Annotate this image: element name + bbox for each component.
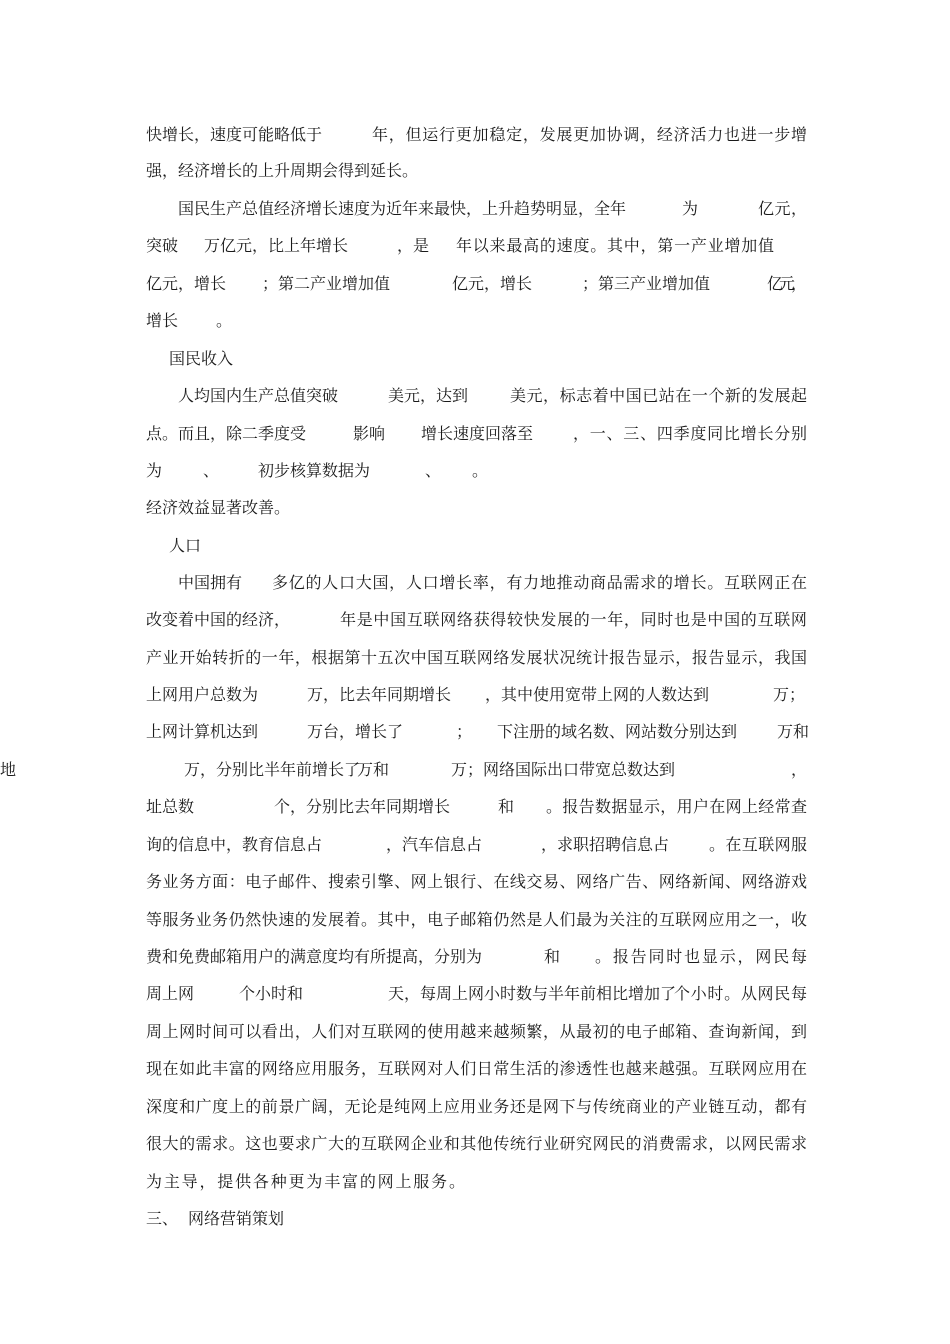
- text-line-3-segment-1: 国民生产总值经济增长速度为近年来最快，上升趋势明显，全年: [178, 199, 627, 218]
- text-line-5-segment-5: 亿元，: [767, 274, 803, 293]
- text-line-4-segment-1: 突破: [146, 236, 179, 255]
- text-line-22-segment-1: 等服务业务仍然快速的发展着。其中，电子邮箱仍然是人们最为关注的互联网应用之一，收: [146, 910, 808, 929]
- text-line-14-segment-1: 改变着中国的经济，: [146, 610, 291, 629]
- text-line-19-segment-2: 个，分别比去年同期增长: [274, 797, 451, 816]
- text-line-19-segment-4: 。报告数据显示，用户在网上经常查: [546, 797, 808, 816]
- text-line-26-segment-1: 现在如此丰富的网络应用服务，互联网对人们日常生活的渗透性也越来越强。互联网应用在: [146, 1059, 808, 1078]
- text-line-4-segment-2: 万亿元，比上年增长: [204, 236, 349, 255]
- text-line-24-segment-4: 个小时。从网民每: [674, 984, 808, 1003]
- text-line-1-segment-1: 快增长，速度可能略低于: [146, 125, 323, 144]
- text-line-24-segment-3: 天，每周上网小时数与半年前相比增加了: [388, 984, 677, 1003]
- text-line-8-segment-3: 美元，标志着中国已站在一个新的发展起: [510, 386, 808, 405]
- text-line-15-segment-1: 产业开始转折的一年，根据第十五次中国互联网络发展状况统计报告显示，报告显示，我国: [146, 648, 808, 667]
- text-line-5-segment-2: ；第二产业增加值: [262, 274, 391, 293]
- text-line-6-segment-1: 增长: [146, 311, 179, 330]
- text-line-21-segment-1: 务业务方面：电子邮件、搜索引擎、网上银行、在线交易、网络广告、网络新闻、网络游戏: [146, 872, 808, 891]
- text-line-18-segment-1: 万，分别比半年前增长了: [184, 760, 361, 779]
- text-line-16-segment-4: 万；: [773, 685, 806, 704]
- text-line-17-segment-3: ；: [456, 722, 473, 741]
- text-line-17-segment-1: 上网计算机达到: [146, 722, 259, 741]
- text-line-9-segment-4: ，一、三、四季度同比增长分别: [573, 424, 808, 443]
- text-line-30-segment-1: 三、: [146, 1209, 179, 1228]
- text-line-29-segment-1: 为主导，提供各种更为丰富的网上服务。: [146, 1172, 467, 1191]
- text-line-16-segment-3: ，其中使用宽带上网的人数达到: [485, 685, 710, 704]
- text-line-17-segment-5: 万和: [777, 722, 810, 741]
- text-line-20-segment-1: 询的信息中，教育信息占: [146, 835, 323, 854]
- text-line-8-segment-1: 人均国内生产总值突破: [178, 386, 339, 405]
- text-line-19-segment-1: 址总数: [146, 797, 195, 816]
- text-line-20-segment-4: 。在互联网服: [709, 835, 808, 854]
- text-line-23-segment-1: 费和免费邮箱用户的满意度均有所提高，分别为: [146, 947, 483, 966]
- text-line-18-segment-5: 地: [0, 760, 17, 779]
- text-line-18-segment-2: 万和: [357, 760, 390, 779]
- text-line-8-segment-2: 美元，达到: [388, 386, 469, 405]
- text-line-30-segment-2: 网络营销策划: [188, 1209, 285, 1228]
- text-line-17-segment-4: 下注册的域名数、网站数分别达到: [497, 722, 738, 741]
- text-line-3-segment-2: 为: [682, 199, 699, 218]
- text-line-9-segment-3: 增长速度回落至: [421, 424, 534, 443]
- text-line-6-segment-2: 。: [216, 311, 233, 330]
- text-line-1-segment-2: 年，但运行更加稳定，发展更加协调，经济活力也进一步增: [372, 125, 808, 144]
- text-line-27-segment-1: 深度和广度上的前景广阔，无论是纯网上应用业务还是网下与传统商业的产业链互动，都有: [146, 1097, 808, 1116]
- text-line-18-segment-3: 万；网络国际出口带宽总数达到: [451, 760, 676, 779]
- text-line-24-segment-2: 个小时和: [239, 984, 304, 1003]
- text-line-10-segment-5: 。: [472, 461, 489, 480]
- text-line-9-segment-1: 点。而且，除二季度受: [146, 424, 307, 443]
- text-line-16-segment-2: 万，比去年同期增长: [307, 685, 452, 704]
- text-line-11-segment-1: 经济效益显著改善。: [146, 498, 291, 517]
- text-line-23-segment-2: 和: [544, 947, 561, 966]
- text-line-20-segment-3: ，求职招聘信息占: [541, 835, 670, 854]
- text-line-4-segment-3: ，是: [397, 236, 430, 255]
- text-line-17-segment-2: 万台，增长了: [307, 722, 404, 741]
- text-line-3-segment-3: 亿元，: [758, 199, 808, 218]
- text-line-7-segment-1: 国民收入: [169, 349, 234, 368]
- text-line-9-segment-2: 影响: [353, 424, 386, 443]
- text-line-2-segment-1: 强，经济增长的上升周期会得到延长。: [146, 161, 419, 180]
- text-line-5-segment-4: ；第三产业增加值: [582, 274, 711, 293]
- text-line-10-segment-1: 为: [146, 461, 163, 480]
- text-line-13-segment-1: 中国拥有: [178, 573, 243, 592]
- text-line-12-segment-1: 人口: [169, 536, 202, 555]
- text-line-5-segment-3: 亿元，增长: [452, 274, 533, 293]
- text-line-14-segment-2: 年是中国互联网络获得较快发展的一年，同时也是中国的互联网: [340, 610, 808, 629]
- text-line-10-segment-4: 、: [425, 461, 442, 480]
- text-line-13-segment-2: 多亿的人口大国，人口增长率，有力地推动商品需求的增长。互联网正在: [272, 573, 808, 592]
- text-line-10-segment-2: 、: [203, 461, 220, 480]
- text-line-20-segment-2: ，汽车信息占: [386, 835, 483, 854]
- text-line-5-segment-1: 亿元，增长: [146, 274, 227, 293]
- text-line-28-segment-1: 很大的需求。这也要求广大的互联网企业和其他传统行业研究网民的消费需求，以网民需求: [146, 1134, 808, 1153]
- text-line-25-segment-1: 周上网时间可以看出，人们对互联网的使用越来越频繁，从最初的电子邮箱、查询新闻，到: [146, 1022, 808, 1041]
- text-line-24-segment-1: 周上网: [146, 984, 195, 1003]
- text-line-19-segment-3: 和: [498, 797, 515, 816]
- text-line-10-segment-3: 初步核算数据为: [258, 461, 371, 480]
- text-line-18-segment-4: ，: [791, 760, 808, 779]
- text-line-4-segment-4: 年以来最高的速度。其中，第一产业增加值: [456, 236, 775, 255]
- text-line-16-segment-1: 上网用户总数为: [146, 685, 259, 704]
- text-line-23-segment-3: 。报告同时也显示，网民每: [595, 947, 809, 966]
